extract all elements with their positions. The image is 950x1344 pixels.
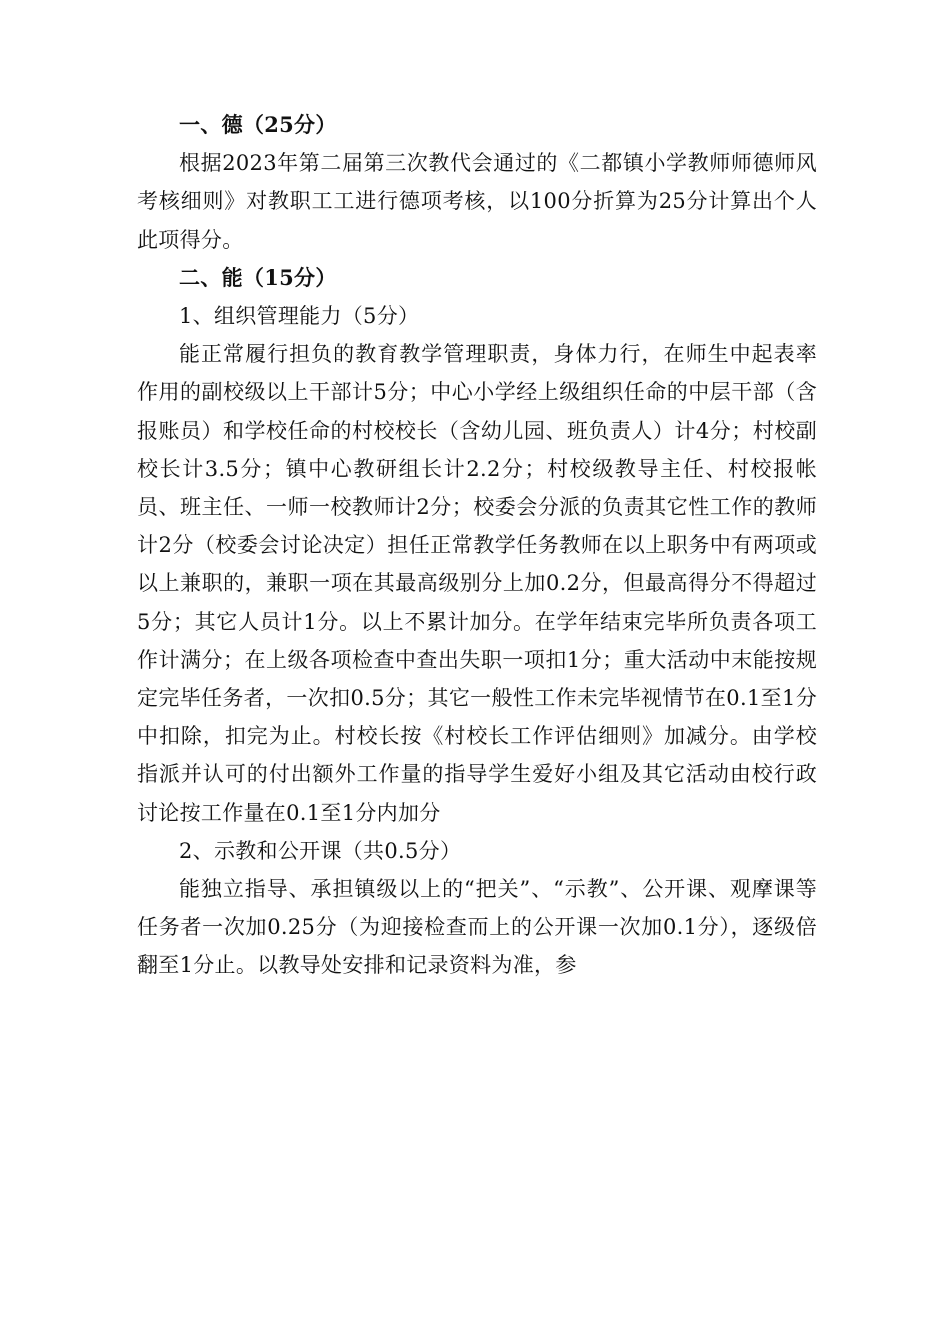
- item-management-paragraph: 能正常履行担负的教育教学管理职责，身体力行，在师生中起表率作用的副校级以上干部计5分；中心小学经上级组织任命的中层干部（含报账员）和学校任命的村校校长（含幼儿园、班负责人）计4分；村校副校长计3.5分；镇中心教研组长计2.2分；村校级教导主任、村校报帐员、班主任、一师一校教师计2分；校委会分派的负责其它性工作的教师计2分（校委会讨论决定）担任正常教学任务教师在以上职务中有两项或以上兼职的，兼职一项在其最高级别分上加0.2分，但最高得分不得超过5分；其它人员计1分。以上不累计加分。在学年结束完毕所负责各项工作计满分；在上级各项检查中查出失职一项扣1分；重大活动中末能按规定完毕任务者，一次扣0.5分；其它一般性工作未完毕视情节在0.1至1分中扣除，扣完为止。村校长按《村校长工作评估细则》加减分。由学校指派并认可的付出额外工作量的指导学生爱好小组及其它活动由校行政讨论按工作量在0.1至1分内加分: [137, 342, 817, 825]
- document-body: [137, 106, 817, 985]
- section-heading-de: 一、德（25分）: [179, 112, 337, 137]
- item-title-management: 1、组织管理能力（5分）: [179, 304, 420, 329]
- section-de-paragraph: 根据2023年第二届第三次教代会通过的《二都镇小学教师师德师风考核细则》对教职工工进行德项考核，以100分折算为25分计算出个人此项得分。: [137, 151, 817, 252]
- item-title-demo-class: 2、示教和公开课（共0.5分）: [179, 838, 462, 863]
- section-heading-neng: 二、能（15分）: [179, 264, 337, 290]
- item-demo-class-paragraph: 能独立指导、承担镇级以上的“把关”、“示教”、公开课、观摩课等任务者一次加0.25分（为迎接检查而上的公开课一次加0.1分），逐级倍翻至1分止。以教导处安排和记录资料为准，参: [137, 877, 817, 978]
